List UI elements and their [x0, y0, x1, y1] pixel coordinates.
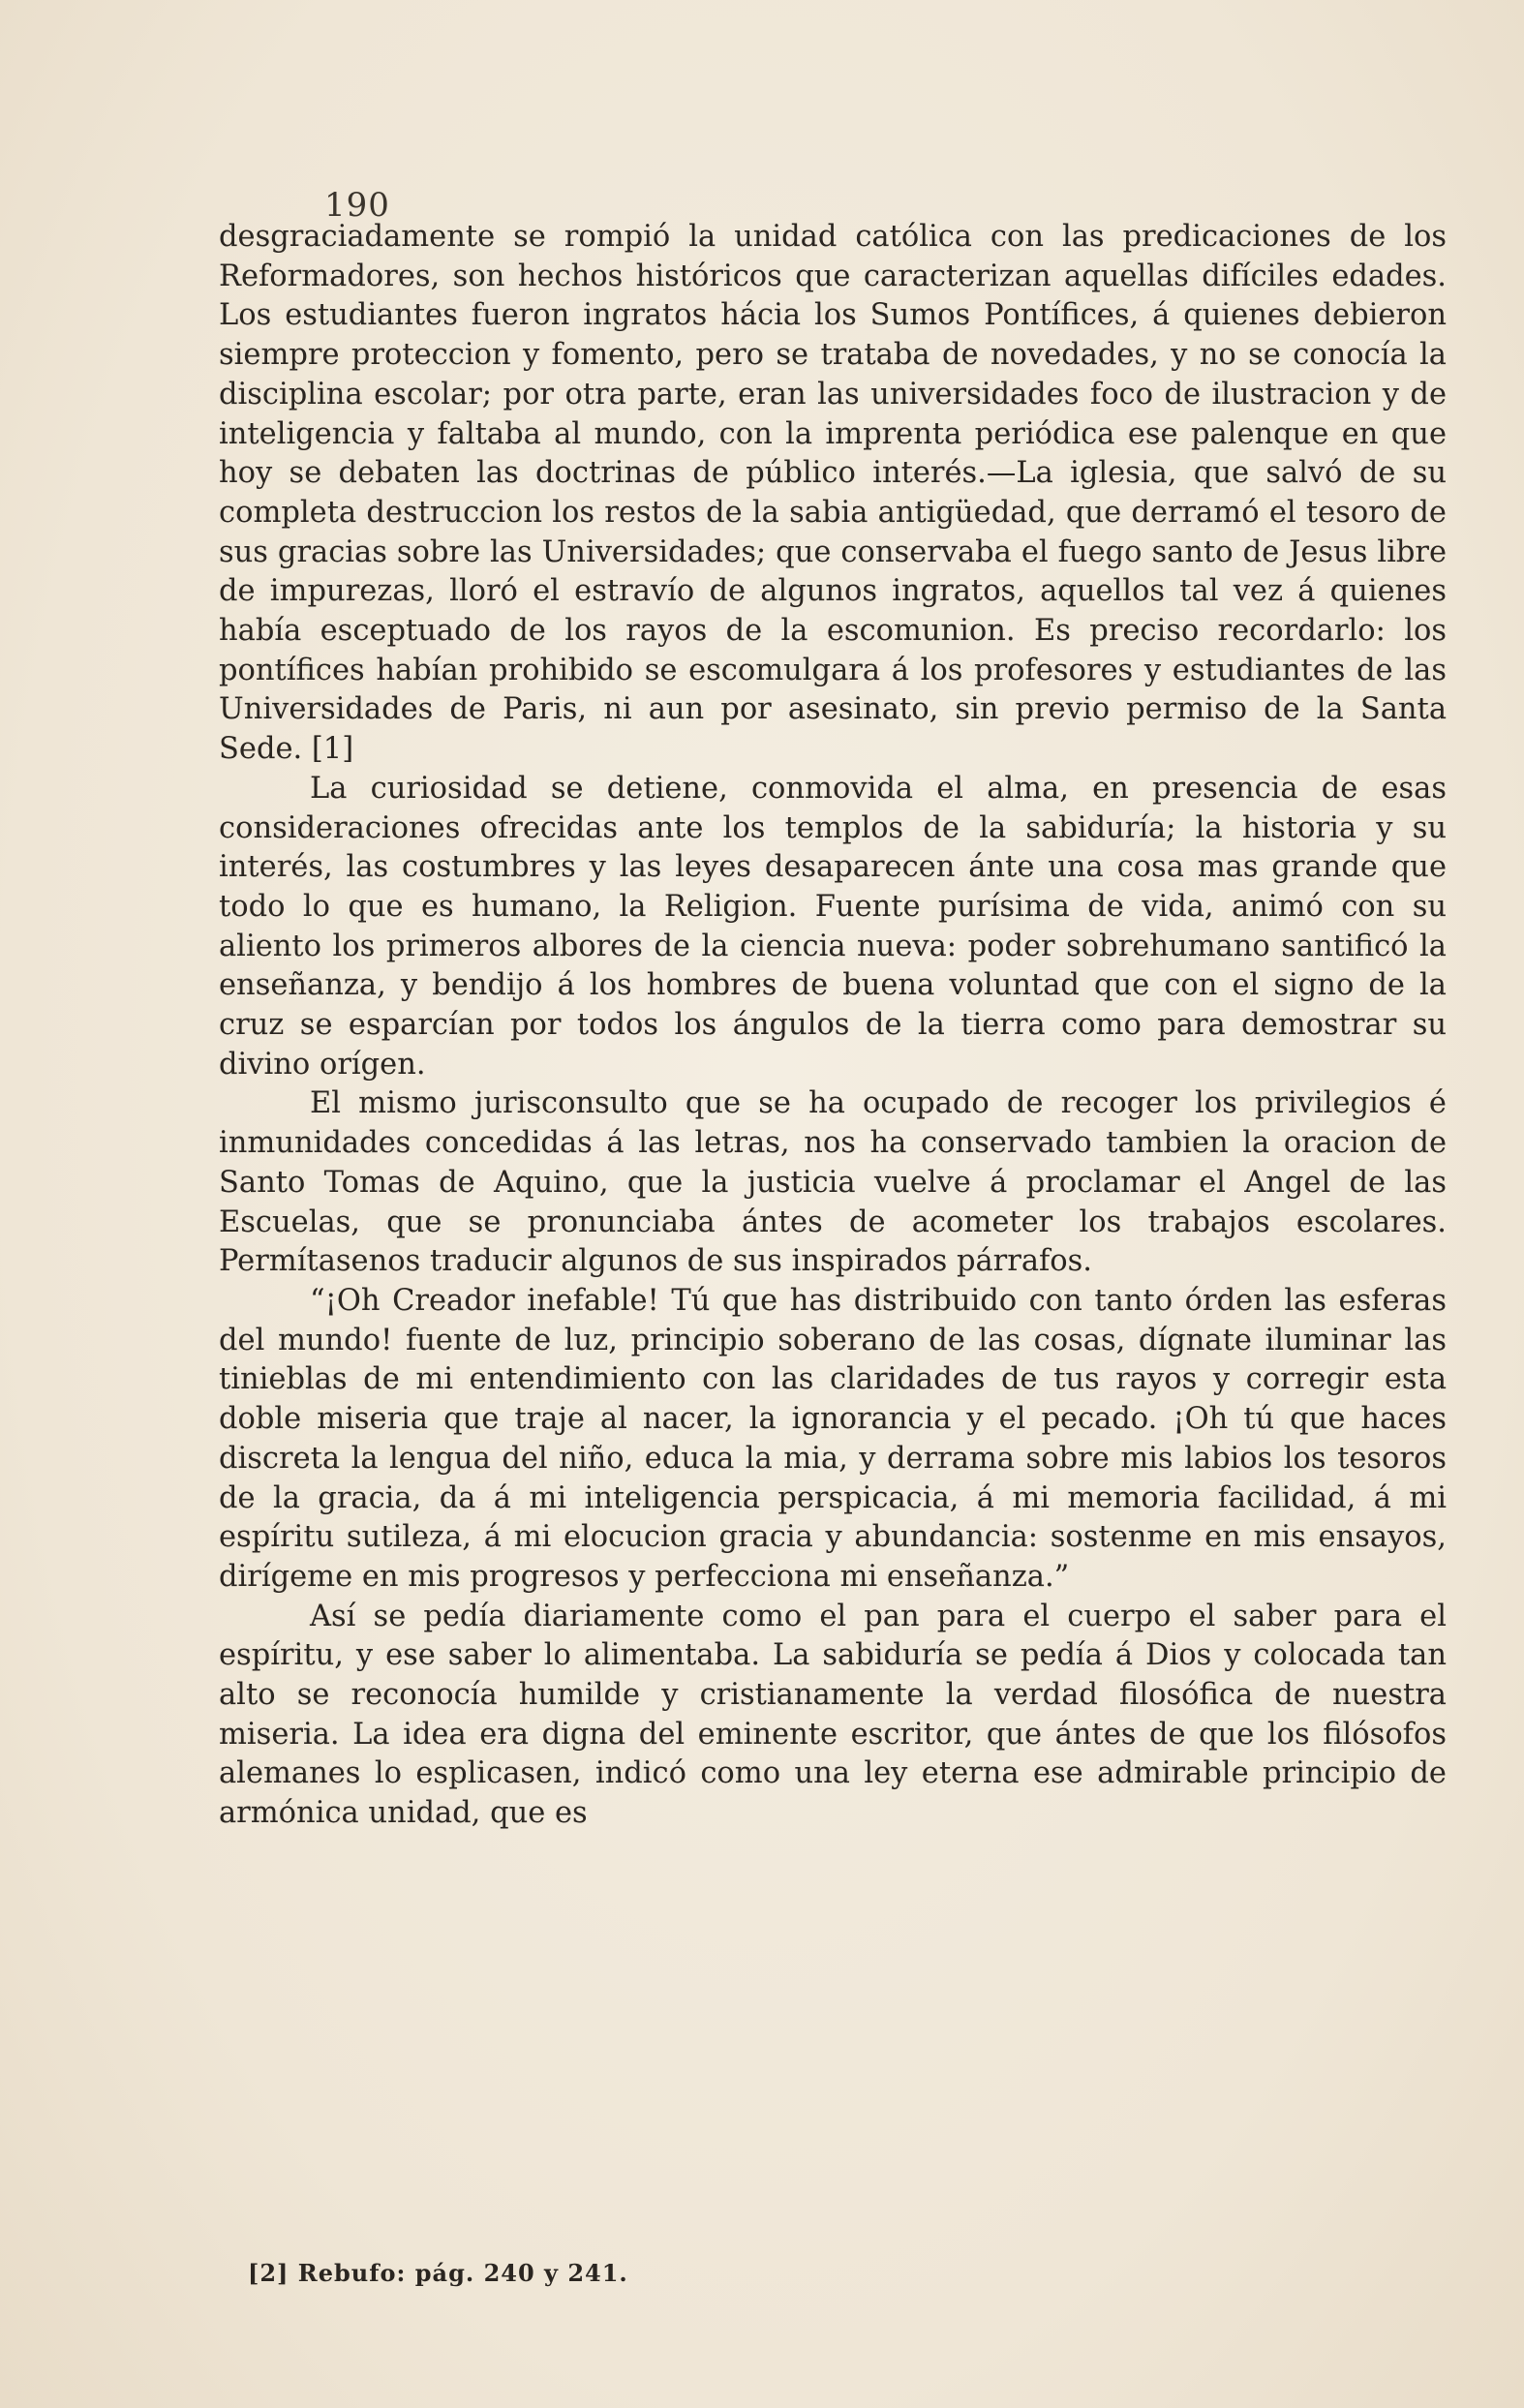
paragraph-3: El mismo jurisconsulto que se ha ocupado de recoger los privilegios é inmunidades concedidas á las letras, nos ha conservado tambien la oracion de Santo Tomas de Aquino, que la justicia vuelve á proclamar el Angel de las Escuelas, que se pronunciaba ántes de acometer los trabajos escolares. Permítasenos traducir algunos de sus inspirados párrafos.	[219, 1086, 1447, 1279]
body-text	[219, 218, 1447, 1834]
footnote: [2] Rebufo: pág. 240 y 241.	[248, 2259, 628, 2287]
paragraph-2: La curiosidad se detiene, conmovida el alma, en presencia de esas consideraciones ofrecidas ante los templos de la sabiduría; la historia y su interés, las costumbres y las leyes desaparecen ánte una cosa mas grande que todo lo que es humano, la Religion. Fuente purísima de vida, animó con su aliento los primeros albores de la ciencia nueva: poder sobrehumano santificó la enseñanza, y bendijo á los hombres de buena voluntad que con el signo de la cruz se esparcían por todos los ángulos de la tierra como para demostrar su divino orígen.	[219, 771, 1447, 1082]
paragraph-1: desgraciadamente se rompió la unidad católica con las predicaciones de los Reformadores, son hechos históricos que caracterizan aquellas difíciles edades. Los estudiantes fueron ingratos hácia los Sumos Pontífices, á quienes debieron siempre proteccion y fomento, pero se trataba de novedades, y no se conocía la disciplina escolar; por otra parte, eran las universidades foco de ilustracion y de inteligencia y faltaba al mundo, con la imprenta periódica ese palenque en que hoy se debaten las doctrinas de público interés.—La iglesia, que salvó de su completa destruccion los restos de la sabia antigüedad, que derramó el tesoro de sus gracias sobre las Universidades; que conservaba el fuego santo de Jesus libre de impurezas, lloró el estravío de algunos ingratos, aquellos tal vez á quienes había esceptuado de los rayos de la escomunion. Es preciso recordarlo: los pontífices habían prohibido se escomulgara á los profesores y estudiantes de las Universidades de Paris, ni aun por asesinato, sin previo permiso de la Santa Sede. [1]	[219, 220, 1447, 767]
paragraph-4: “¡Oh Creador inefable! Tú que has distribuido con tanto órden las esferas del mundo! fuente de luz, principio soberano de las cosas, dígnate iluminar las tinieblas de mi entendimiento con las claridades de tus rayos y corregir esta doble miseria que traje al nacer, la ignorancia y el pecado. ¡Oh tú que haces discreta la lengua del niño, educa la mia, y derrama sobre mis labios los tesoros de la gracia, da á mi inteligencia perspicacia, á mi memoria facilidad, á mi espíritu sutileza, á mi elocucion gracia y abundancia: sostenme en mis ensayos, dirígeme en mis progresos y perfecciona mi enseñanza.”	[219, 1283, 1447, 1594]
paragraph-5: Así se pedía diariamente como el pan para el cuerpo el saber para el espíritu, y ese saber lo alimentaba. La sabiduría se pedía á Dios y colocada tan alto se reconocía humilde y cristianamente la verdad filosófica de nuestra miseria. La idea era digna del eminente escritor, que ántes de que los filósofos alemanes lo esplicasen, indicó como una ley eterna ese admirable principio de armónica unidad, que es	[219, 1599, 1447, 1831]
page-number: 190	[324, 186, 390, 225]
